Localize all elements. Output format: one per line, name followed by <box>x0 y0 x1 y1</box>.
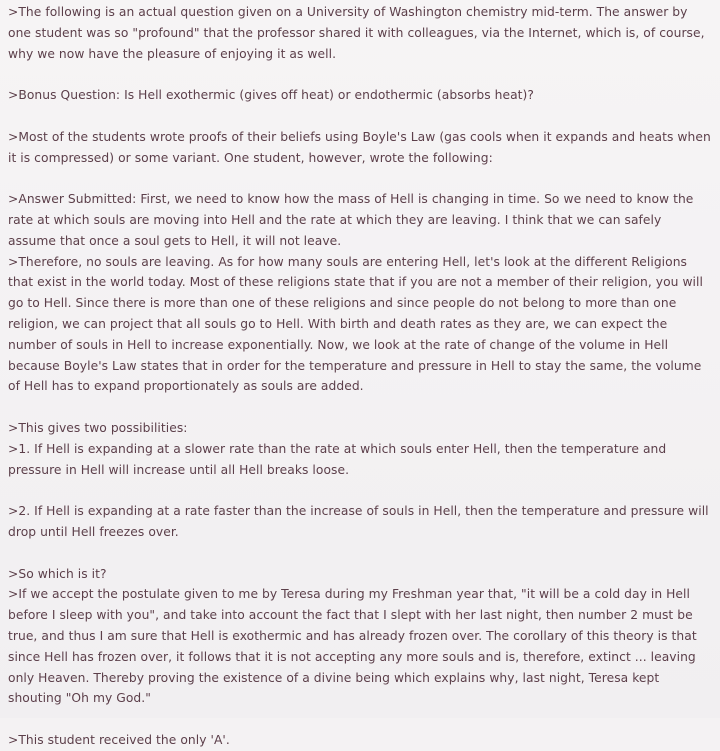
intro-paragraph: >The following is an actual question given on a University of Washington chemistry mid-term. The answer by one student was so "profound" that the professor shared it with colleagues, via the Internet, which is, of course, why we now have the pleasure of enjoying it as well. <box>8 5 705 61</box>
two-possibilities-paragraph: >This gives two possibilities: <box>8 420 188 435</box>
teresa-postulate-paragraph: >If we accept the postulate given to me by Teresa during my Freshman year that, "it will be a cold day in Hell before I sleep with you", and take into account the fact that I slept with her last night, then number 2 must be true, and thus I am sure that Hell is exothermic and has already frozen over. The corollary of this theory is that since Hell has frozen over, it follows that it is not accepting any more souls and is, therefore, extinct ... leaving only Heaven. Thereby proving the existence of a divine being which explains why, last night, Teresa kept shouting "Oh my God." <box>8 587 697 706</box>
possibility-one-paragraph: >1. If Hell is expanding at a slower rate than the rate at which souls enter Hell, then the temperature and pressure in Hell will increase until all Hell breaks loose. <box>8 441 667 477</box>
possibility-two-paragraph: >2. If Hell is expanding at a rate faster than the increase of souls in Hell, then the temperature and pressure will drop until Hell freezes over. <box>8 504 709 539</box>
which-is-it-paragraph: >So which is it? <box>8 566 107 581</box>
final-grade-paragraph: >This student received the only 'A'. <box>8 732 230 747</box>
answer-submitted-paragraph: >Answer Submitted: First, we need to know how the mass of Hell is changing in time. So we need to know the rate at which souls are moving into Hell and the rate at which they are leaving. I think that we can safely assume that once a soul gets to Hell, it will not leave. <box>8 192 694 248</box>
souls-entering-paragraph: >Therefore, no souls are leaving. As for how many souls are entering Hell, let's look at the different Religions that exist in the world today. Most of these religions state that if you are not a member of their religion, you will go to Hell. Since there is more than one of these religions and since people do not belong to more than one religion, we can project that all souls go to Hell. With birth and death rates as they are, we can expect the number of souls in Hell to increase exponentially. Now, we look at the rate of change of the volume in Hell because Boyle's Law states that in order for the temperature and pressure in Hell to stay the same, the volume of Hell has to expand proportionately as souls are added. <box>8 254 703 394</box>
bonus-question-paragraph: >Bonus Question: Is Hell exothermic (gives off heat) or endothermic (absorbs heat)? <box>8 88 534 103</box>
students-proofs-paragraph: >Most of the students wrote proofs of their beliefs using Boyle's Law (gas cools when it expands and heats when it is compressed) or some variant. One student, however, wrote the following: <box>8 129 711 165</box>
